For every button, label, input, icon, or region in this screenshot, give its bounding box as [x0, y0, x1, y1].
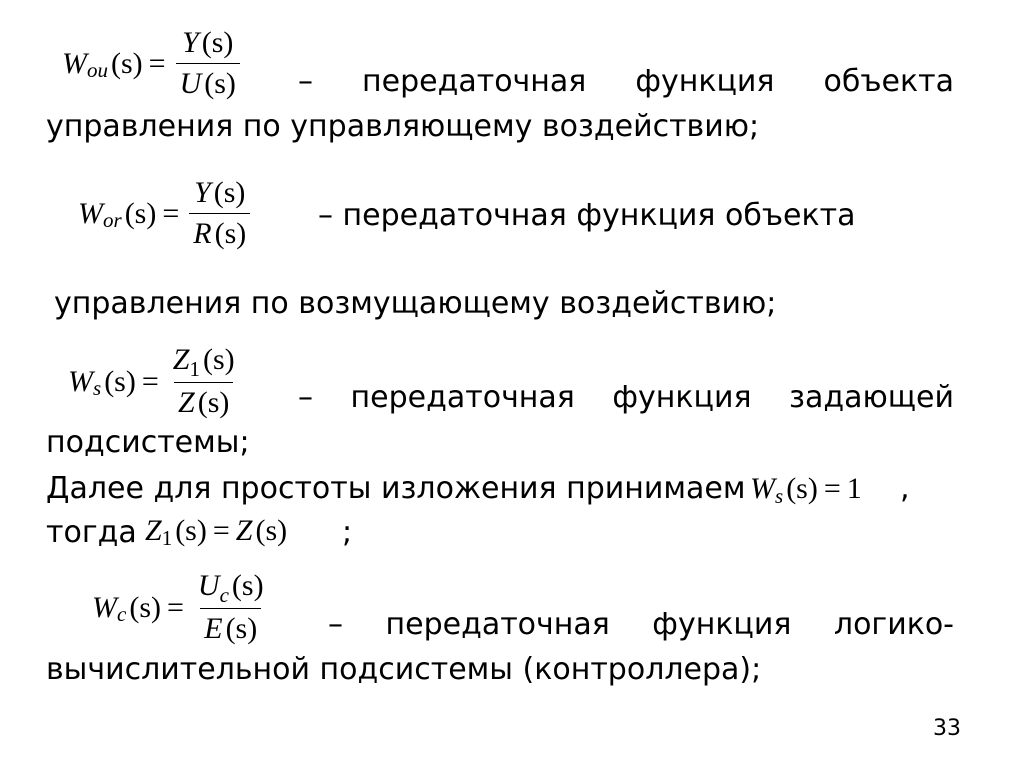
inline-formula-z1-equals-z: Z 1 (s) = Z (s): [145, 514, 288, 550]
formula-w-or: [78, 176, 254, 251]
fraction-denominator: Z (s): [174, 382, 233, 420]
description-word: функция: [612, 380, 752, 415]
formula-fraction: [176, 26, 240, 101]
formula-lhs: W: [78, 196, 103, 230]
description-word: задающей: [789, 380, 954, 415]
formula-lhs-subscript: s: [93, 376, 102, 400]
formula-argument: (s): [104, 364, 136, 398]
description-line-justified: [298, 63, 954, 101]
formula-equals: =: [166, 590, 184, 624]
formula-equals: =: [148, 46, 166, 80]
note-line: Далее для простоты изложения принимаем: [46, 471, 746, 506]
formula-w-s: [68, 343, 243, 420]
note-line: тогда: [46, 515, 137, 550]
formula-equals: =: [162, 196, 180, 230]
description-word: функция: [652, 607, 792, 642]
fraction-numerator: Y (s): [182, 26, 234, 59]
description-line-justified: [298, 379, 954, 417]
formula-fraction: [189, 176, 250, 251]
page-number: 33: [933, 716, 961, 741]
fraction-denominator: R (s): [189, 213, 250, 251]
formula-w-c: [92, 569, 272, 646]
description-line: управления по управляющему воздействию;: [46, 109, 760, 144]
formula-argument: (s): [111, 46, 143, 80]
description-word: передаточная: [362, 64, 587, 99]
description-line: вычислительной подсистемы (контроллера);: [46, 652, 762, 687]
description-line: – передаточная функция объекта: [318, 198, 856, 233]
description-line: управления по возмущающему воздействию;: [54, 286, 777, 321]
inline-formula-ws-equals-one: W s (s) = 1: [750, 472, 862, 508]
description-word: передаточная: [385, 607, 610, 642]
formula-lhs-subscript: c: [117, 602, 127, 626]
fraction-numerator: $U_c$ (s): [197, 569, 264, 607]
fraction-denominator: E (s): [200, 608, 261, 646]
description-line: подсистемы;: [46, 425, 250, 460]
description-word: передаточная: [350, 380, 575, 415]
description-word: –: [298, 380, 313, 415]
description-word: логико-: [833, 607, 954, 642]
fraction-denominator: U (s): [176, 63, 240, 101]
formula-lhs: W: [68, 364, 93, 398]
formula-argument: (s): [124, 196, 157, 230]
fraction-numerator: Y (s): [194, 176, 246, 209]
formula-w-ou: [62, 26, 244, 101]
description-word: функция: [635, 64, 775, 99]
description-word: –: [298, 64, 313, 99]
formula-equals: =: [141, 364, 159, 398]
fraction-numerator: $Z_1$ (s): [172, 343, 235, 381]
formula-lhs: W: [62, 46, 87, 80]
description-word: –: [328, 607, 343, 642]
note-semicolon: ;: [342, 515, 353, 550]
note-comma: ,: [900, 471, 910, 506]
formula-lhs-subscript: or: [103, 208, 122, 232]
formula-lhs: W: [92, 590, 117, 624]
formula-fraction: [169, 343, 239, 420]
formula-lhs-subscript: ou: [87, 58, 108, 82]
description-word: объекта: [823, 64, 954, 99]
formula-argument: (s): [129, 590, 161, 624]
description-line-justified: [328, 606, 954, 644]
formula-fraction: [194, 569, 268, 646]
